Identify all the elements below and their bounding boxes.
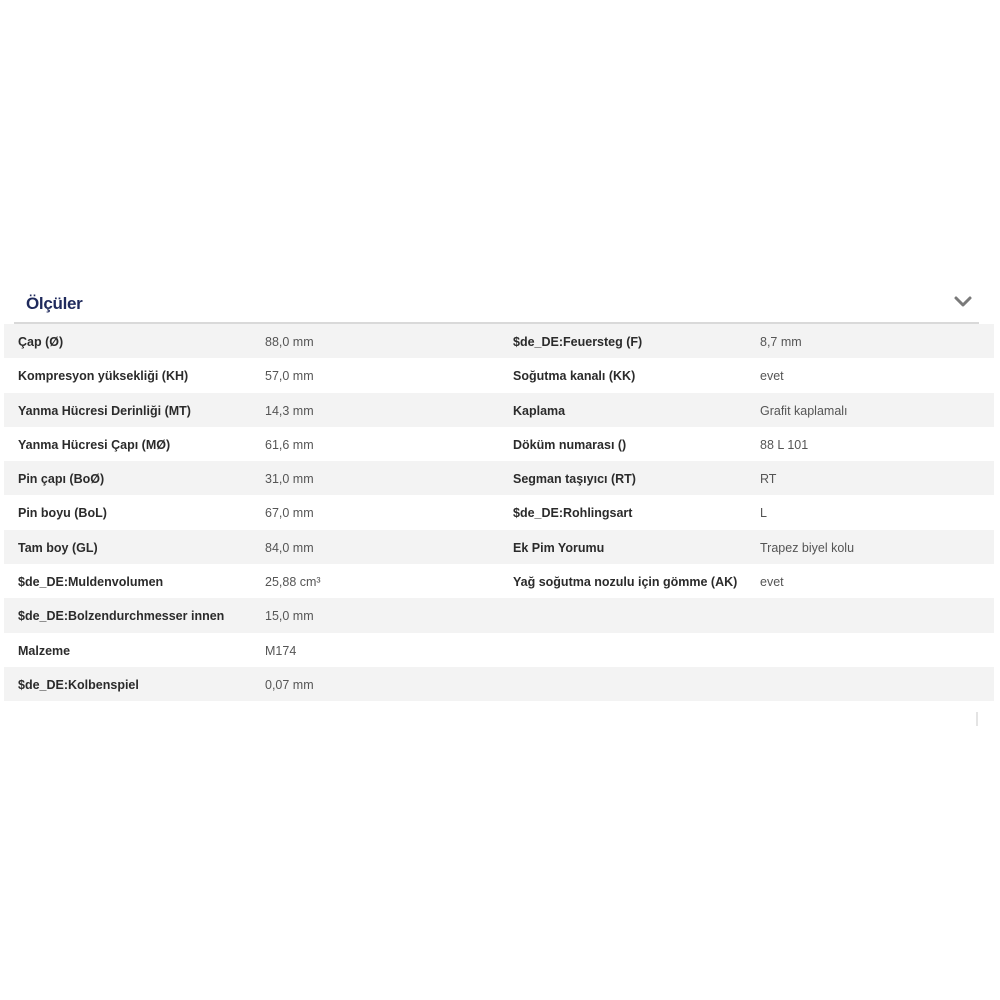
spec-label: Yanma Hücresi Çapı (MØ) [18,437,171,452]
spec-row [499,633,994,667]
spec-row [4,393,499,427]
spec-label: Yağ soğutma nozulu için gömme (AK) [513,575,738,590]
spec-row [499,358,994,392]
spec-value: L [760,506,767,521]
spec-column-left [4,324,499,701]
spec-value: 14,3 mm [265,403,314,418]
spec-row [4,633,499,667]
spec-label: $de_DE:Muldenvolumen [18,575,164,590]
spec-label: Kaplama [513,403,566,418]
spec-label: Pin çapı (BoØ) [18,472,105,487]
dimensions-section [4,288,994,701]
spec-table [4,324,994,701]
spec-row [499,495,994,529]
spec-label: Kompresyon yüksekliği (KH) [18,369,189,384]
spec-row [4,667,499,701]
spec-row [499,324,994,358]
spec-value: 15,0 mm [265,609,314,624]
spec-value: Grafit kaplamalı [760,403,848,418]
spec-value: 8,7 mm [760,335,802,349]
spec-value: M174 [265,643,297,658]
section-title: Ölçüler [26,294,83,313]
spec-row [4,598,499,632]
spec-value: 84,0 mm [265,540,314,555]
spec-value: 31,0 mm [265,472,314,487]
spec-row [499,667,994,701]
spec-value: 88,0 mm [265,335,314,349]
spec-row [4,530,499,564]
spec-label: $de_DE:Kolbenspiel [18,677,139,692]
spec-value: 88 L 101 [760,437,809,452]
spec-row [4,495,499,529]
spec-value: 57,0 mm [265,369,314,384]
spec-label: Segman taşıyıcı (RT) [513,472,636,487]
spec-row [4,564,499,598]
spec-row [499,427,994,461]
spec-value: 0,07 mm [265,677,314,692]
chevron-down-icon[interactable] [953,294,973,310]
spec-label: $de_DE:Bolzendurchmesser innen [18,609,225,624]
spec-value: RT [760,472,777,487]
spec-label: Malzeme [18,643,71,658]
spec-column-right [499,324,994,701]
spec-row [499,530,994,564]
spec-label: Soğutma kanalı (KK) [513,369,636,384]
spec-row [4,427,499,461]
spec-row [499,393,994,427]
spec-row [499,564,994,598]
spec-value: 61,6 mm [265,437,314,452]
spec-label: Çap (Ø) [18,335,64,349]
spec-label: $de_DE:Rohlingsart [513,506,633,521]
scrollbar-hint [976,712,978,726]
spec-value: 25,88 cm³ [265,575,321,590]
spec-value: 67,0 mm [265,506,314,521]
spec-row [4,324,499,358]
spec-row [4,358,499,392]
spec-value: evet [760,369,784,384]
spec-label: Tam boy (GL) [18,540,98,555]
spec-label: Yanma Hücresi Derinliği (MT) [18,403,191,418]
spec-label: Pin boyu (BoL) [18,506,107,521]
spec-value: evet [760,575,784,590]
spec-row [499,461,994,495]
spec-label: Döküm numarası () [513,437,627,452]
spec-row [499,598,994,632]
spec-label: $de_DE:Feuersteg (F) [513,335,643,349]
section-header[interactable] [14,288,979,324]
spec-value: Trapez biyel kolu [760,540,855,555]
spec-label: Ek Pim Yorumu [513,540,605,555]
spec-row [4,461,499,495]
